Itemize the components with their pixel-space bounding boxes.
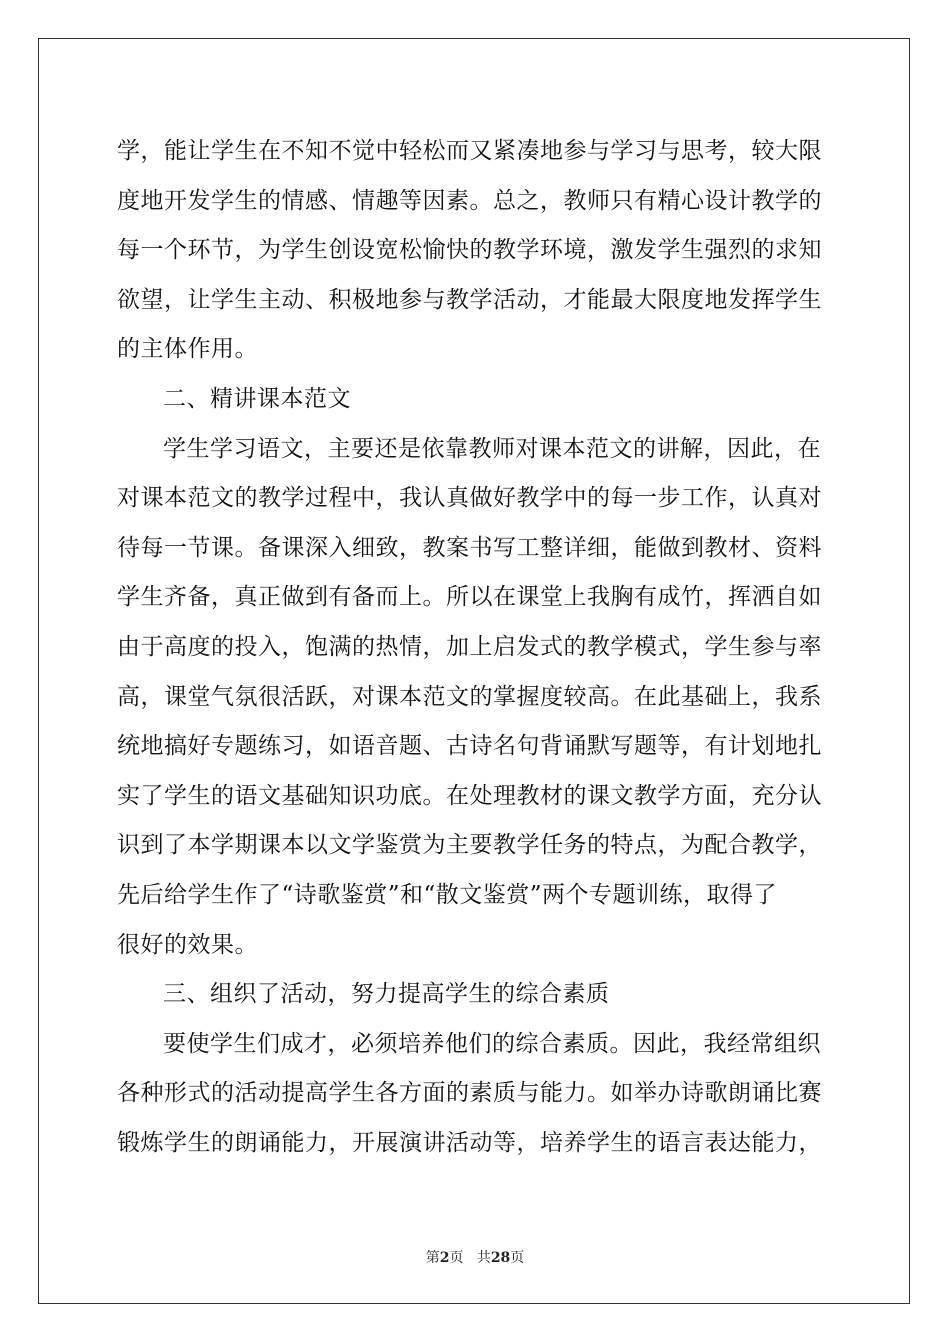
text-line: 很好的效果。	[117, 931, 258, 958]
page-footer	[0, 1247, 950, 1267]
text-line: 识到了本学期课本以文学鉴赏为主要教学任务的特点，为配合教学，	[117, 832, 822, 859]
document-body	[117, 127, 833, 1168]
page-suffix: 页	[449, 1250, 464, 1266]
total-prefix: 共	[476, 1250, 491, 1266]
text-line: 锻炼学生的朗诵能力，开展演讲活动等，培养学生的语言表达能力，	[117, 1129, 822, 1156]
text-line: 每一个环节，为学生创设宽松愉快的教学环境，激发学生强烈的求知	[117, 237, 822, 264]
text-line: 学生学习语文，主要还是依靠教师对课本范文的讲解，因此，在	[163, 435, 821, 462]
text-line: 学生齐备，真正做到有备而上。所以在课堂上我胸有成竹，挥洒自如	[117, 584, 822, 611]
text-line: 实了学生的语文基础知识功底。在处理教材的课文教学方面，充分认	[117, 782, 822, 809]
text-line: 学，能让学生在不知不觉中轻松而又紧凑地参与学习与思考，较大限	[117, 138, 822, 164]
text-line: 对课本范文的教学过程中，我认真做好教学中的每一步工作，认真对	[117, 485, 822, 512]
text-line: 三、组织了活动，努力提高学生的综合素质	[163, 981, 610, 1008]
text-line: 二、精讲课本范文	[163, 385, 351, 412]
text-line: 各种形式的活动提高学生各方面的素质与能力。如举办诗歌朗诵比赛	[117, 1080, 822, 1107]
page-number: 2	[439, 1250, 450, 1266]
text-line: 度地开发学生的情感、情趣等因素。总之，教师只有精心设计教学的	[117, 187, 822, 214]
page-prefix: 第	[425, 1250, 440, 1266]
text-line: 先后给学生作了“诗歌鉴赏”和“散文鉴赏”两个专题训练，取得了	[117, 881, 778, 908]
text-line: 统地搞好专题练习，如语音题、古诗名句背诵默写题等，有计划地扎	[117, 733, 822, 760]
total-suffix: 页	[510, 1250, 525, 1266]
text-line: 高，课堂气氛很活跃，对课本范文的掌握度较高。在此基础上，我系	[117, 683, 822, 710]
total-pages: 28	[490, 1250, 511, 1266]
text-line: 要使学生们成才，必须培养他们的综合素质。因此，我经常组织	[163, 1030, 821, 1057]
text-line: 的主体作用。	[117, 336, 258, 363]
text-line: 由于高度的投入，饱满的热情，加上启发式的教学模式，学生参与率	[117, 633, 822, 660]
text-line: 待每一节课。备课深入细致，教案书写工整详细，能做到教材、资料	[117, 534, 822, 561]
text-line: 欲望，让学生主动、积极地参与教学活动，才能最大限度地发挥学生	[117, 286, 822, 313]
